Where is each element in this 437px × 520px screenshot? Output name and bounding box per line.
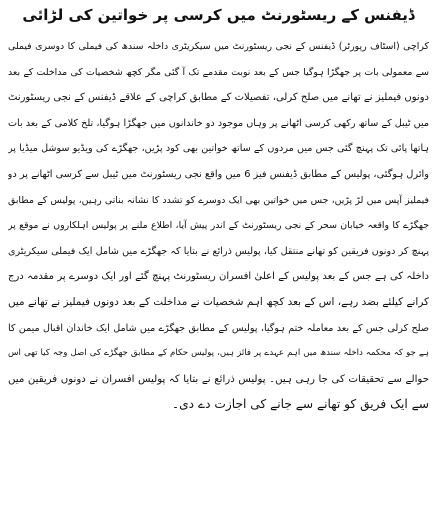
article-line: ہاتھا پائی تک پہنچ گئی جس میں مردوں کے ساتھ خواتین بھی کود پڑیں، جھگڑے کی ویڈیو سوشل میڈیا پر bbox=[8, 143, 429, 155]
article-line: داخلہ کی ہے جس کے بعد پولیس کے اعلیٰ افسران ریسٹورنٹ پہنچ گئے اور ایک دوسرے پر مقدمہ درج bbox=[8, 271, 429, 283]
article-line: جھگڑے کا واقعہ خیابان سحر کے نجی ریسٹورنٹ کے اندر پیش آیا، اطلاع ملنے پر پولیس اہلکاروں نے موقع پر bbox=[8, 220, 429, 232]
article-line: سے ایک فریق کو تھانے سے جانے کی اجازت دے دی۔ bbox=[171, 397, 429, 412]
article-line: کراچی (اسٹاف رپورٹر) ڈیفنس کے نجی ریسٹورنٹ میں سیکریٹری داخلہ سندھ کی فیملی کا دوسری فیملی bbox=[8, 41, 429, 52]
article-line: وائرل ہوگئی، پولیس کے مطابق ڈیفنس فیز 6 میں واقع نجی ریسٹورنٹ میں ٹیبل سے کرسی اٹھانے پر دو bbox=[8, 168, 429, 180]
article-line: کرانے کیلئے بضد رہے، اس کے بعد کچھ اہم شخصیات نے مداخلت کے بعد دونوں فیملیز نے تھانے میں bbox=[8, 295, 429, 308]
article-line: فیملیز آپس میں لڑ پڑیں، جس میں خواتین بھی ایک دوسرے کو تشدد کا نشانہ بناتی رہیں، پولیس کے مطابق bbox=[8, 194, 429, 206]
article-line: سے معمولی بات پر جھگڑا ہوگیا جس کے بعد نوبت مقدمے تک آ گئی مگر کچھ شخصیات کی مداخلت کے بعد bbox=[8, 66, 429, 78]
article-body bbox=[8, 34, 429, 418]
article-headline: ڈیفنس کے ریسٹورنٹ میں کرسی پر خواتین کی لڑائی bbox=[22, 6, 415, 24]
article-line: پہنچ کر دونوں فریقین کو تھانے منتقل کیا، پولیس ذرائع نے بتایا کہ جھگڑے میں شامل ایک فیملی سیکریٹری bbox=[8, 245, 429, 257]
article-line: صلح کرلی جس کے بعد معاملہ ختم ہوگیا، پولیس کے مطابق جھگڑے میں شامل ایک خاندان اقبال میمن کا bbox=[8, 322, 429, 334]
article-line: ہے جو کہ محکمہ داخلہ سندھ میں اہم عہدے پر فائز ہیں، پولیس حکام کے مطابق جھگڑے کی اصل وجہ کیا تھی اس bbox=[8, 348, 429, 359]
article-line: میں ٹیبل کے ساتھ رکھی کرسی اٹھانے پر وہاں موجود دو خاندانوں میں جھگڑا ہوگیا، تلخ کلامی کے بعد بات bbox=[8, 117, 429, 129]
article-line: دونوں فیملیز نے تھانے میں صلح کرلی، تفصیلات کے مطابق کراچی کے علاقے ڈیفنس کے نجی ریسٹورنٹ bbox=[8, 92, 429, 104]
article-line: حوالے سے تحقیقات کی جا رہی ہیں۔ پولیس ذرائع نے بتایا کہ پولیس افسران نے دونوں فریقین میں bbox=[8, 373, 429, 385]
